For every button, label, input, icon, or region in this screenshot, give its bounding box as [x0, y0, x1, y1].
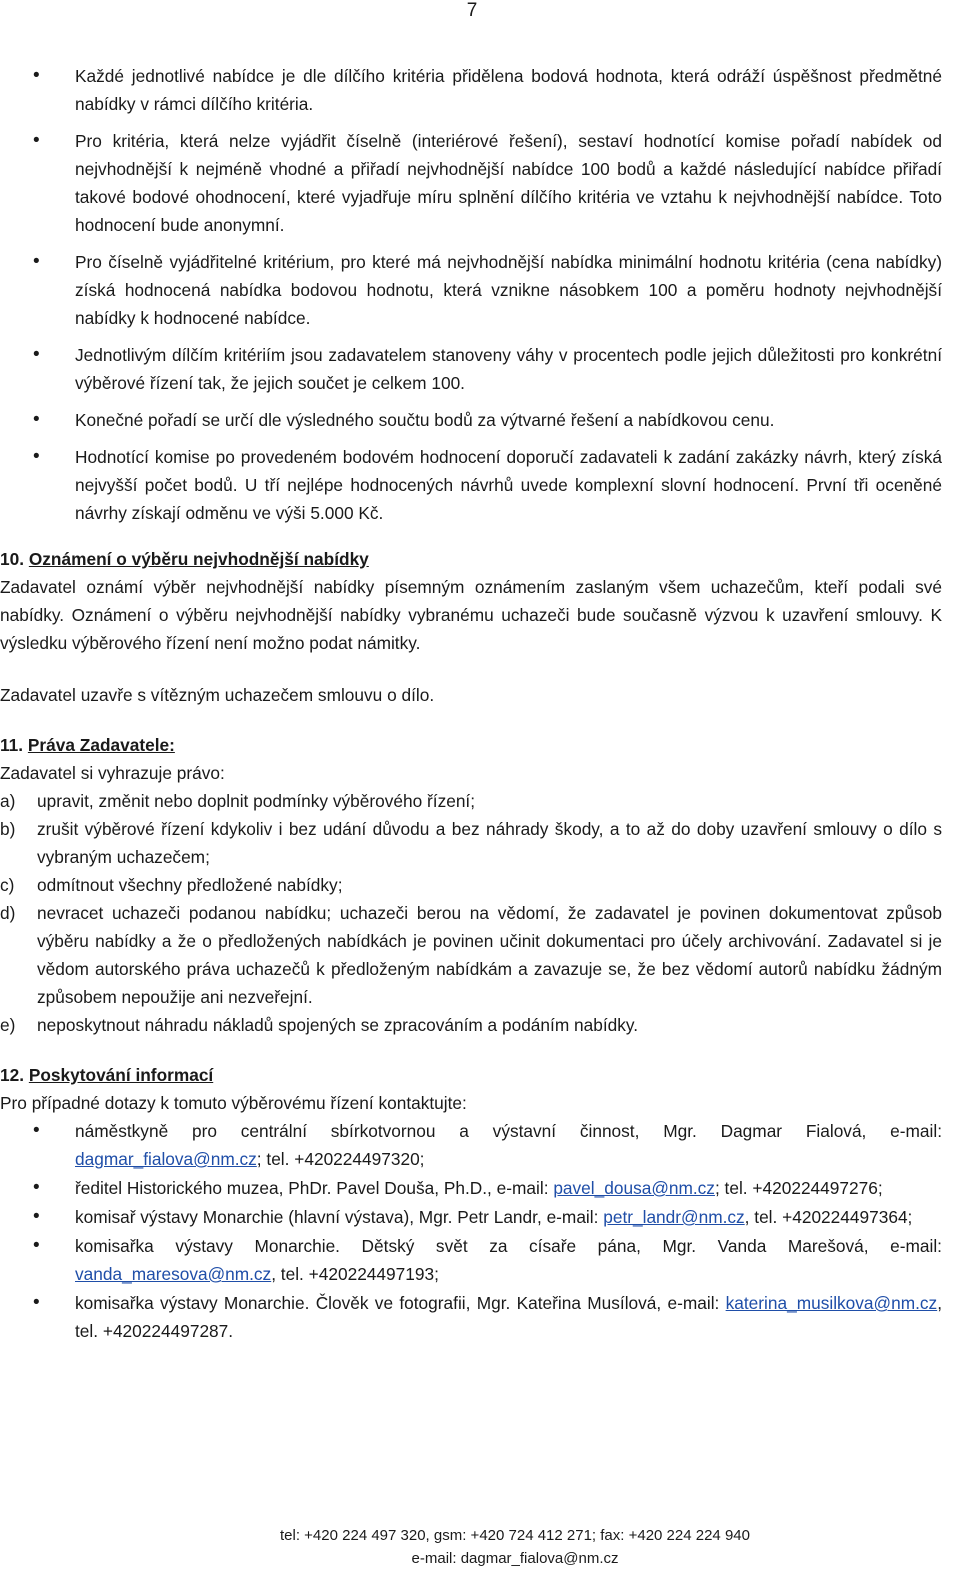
item-text: nevracet uchazeči podanou nabídku; uchazeči berou na vědomí, že zadavatel je povinen dokumentovat způsob výběru nabídky a že o předložených nabídkách je povinen učinit dokumentaci pro účely archivování. Zadavatel si je vědom autorského práva uchazečů k předloženým nabídkám a zavazuje se, že bez vědomí autorů nabídku žádným způsobem nepoužije ani nezveřejní. [37, 903, 942, 1007]
contact-phone: , tel. +420224497287. [75, 1293, 942, 1341]
email-link[interactable]: petr_landr@nm.cz [603, 1207, 745, 1227]
contact-text: komisařka výstavy Monarchie. Člověk ve fotografii, Mgr. Kateřina Musílová, e-mail: [75, 1293, 726, 1313]
contact-text: ředitel Historického muzea, PhDr. Pavel Douša, Ph.D., e-mail: [75, 1178, 554, 1198]
list-item [0, 787, 942, 815]
list-item [0, 815, 942, 871]
list-item: • Hodnotící komise po provedeném bodovém hodnocení doporučí zadavateli k zadání zakázky návrh, který získá nejvyšší počet bodů. U tří nejlépe hodnocených návrhů uvede komplexní slovní hodnocení. První tři oceněné návrhy získají odměnu ve výši 5.000 Kč. [0, 443, 942, 527]
section-number: 10. [0, 549, 25, 569]
section-10-heading [0, 545, 942, 573]
list-item: • Konečné pořadí se určí dle výsledného součtu bodů za výtvarné řešení a nabídkovou cenu. [0, 406, 942, 434]
section-10-closing: Zadavatel uzavře s vítězným uchazečem smlouvu o dílo. [0, 685, 435, 705]
item-label: b) [0, 819, 16, 839]
section-number: 12. [0, 1065, 25, 1085]
contact-item [0, 1174, 942, 1202]
item-label: d) [0, 903, 16, 923]
contact-text: náměstkyně pro centrální sbírkotvornou a výstavní činnost, Mgr. Dagmar Fialová, e-mail: [75, 1121, 942, 1141]
evaluation-criteria-list [0, 62, 942, 527]
list-item: • Každé jednotlivé nabídce je dle dílčího kritéria přidělena bodová hodnota, která odráží úspěšnost předmětné nabídky v rámci dílčího kritéria. [0, 62, 942, 118]
footer-contact-line: tel: +420 224 497 320, gsm: +420 724 412 271; fax: +420 224 224 940 [280, 1527, 750, 1544]
rights-list [0, 787, 942, 1039]
contacts-list [0, 1117, 942, 1345]
section-11-heading [0, 731, 942, 759]
section-title: Práva Zadavatele: [27, 735, 175, 755]
section-10-paragraph: Zadavatel oznámí výběr nejvhodnější nabídky písemným oznámením zaslaným všem uchazečům, kteří podali své nabídky. Oznámení o výběru nejvhodnější nabídky vybranému uchazeči bude současně výzvou k uzavření smlouvy. K výsledku výběrového řízení není možno podat námitky. [0, 577, 942, 653]
email-link[interactable]: katerina_musilkova@nm.cz [725, 1293, 938, 1313]
list-item [0, 1011, 942, 1039]
email-link[interactable]: vanda_maresova@nm.cz [75, 1264, 272, 1284]
contact-text: komisař výstavy Monarchie (hlavní výstava), Mgr. Petr Landr, e-mail: [75, 1207, 604, 1227]
contact-text: komisařka výstavy Monarchie. Dětský svět za císaře pána, Mgr. Vanda Marešová, e-mail: [75, 1236, 942, 1256]
item-text: upravit, změnit nebo doplnit podmínky výběrového řízení; [37, 791, 476, 811]
email-link[interactable]: pavel_dousa@nm.cz [553, 1178, 715, 1198]
section-12-heading [0, 1061, 942, 1089]
section-number: 11. [0, 735, 24, 755]
item-text: zrušit výběrové řízení kdykoliv i bez udání důvodu a bez náhrady škody, a to až do doby uzavření smlouvy o dílo s vybraným uchazečem; [37, 819, 942, 867]
contact-phone: , tel. +420224497364; [744, 1207, 913, 1227]
footer-email-line: e-mail: dagmar_fialova@nm.cz [411, 1550, 619, 1567]
list-item: • Jednotlivým dílčím kritériím jsou zadavatelem stanoveny váhy v procentech podle jejich důležitosti pro konkrétní výběrové řízení tak, že jejich součet je celkem 100. [0, 341, 942, 397]
section-11-intro: Zadavatel si vyhrazuje právo: [0, 763, 225, 783]
section-title: Poskytování informací [28, 1065, 214, 1085]
page-footer [0, 1524, 960, 1570]
contact-phone: ; tel. +420224497320; [256, 1149, 425, 1169]
contact-phone: , tel. +420224497193; [271, 1264, 439, 1284]
item-text: odmítnout všechny předložené nabídky; [37, 875, 343, 895]
list-item: • Pro kritéria, která nelze vyjádřit číselně (interiérové řešení), sestaví hodnotící komise pořadí nabídek od nejvhodnější k nejméně vhodné a přiřadí nejvhodnější nabídce 100 bodů a každé následující nabídce přiřadí takové bodové ohodnocení, které vyjadřuje míru splnění dílčího kritéria ve vztahu k nejvhodnější nabídce. Toto hodnocení bude anonymní. [0, 127, 942, 239]
item-label: e) [0, 1015, 16, 1035]
document-body [0, 62, 942, 1346]
list-item: • Pro číselně vyjádřitelné kritérium, pro které má nejvhodnější nabídka minimální hodnotu kritéria (cena nabídky) získá hodnocená nabídka bodovou hodnotu, která vznikne násobkem 100 a poměru hodnoty nejvhodnější nabídky k hodnocené nabídce. [0, 248, 942, 332]
page-number: 7 [466, 0, 478, 21]
contact-item [0, 1203, 942, 1231]
contact-phone: ; tel. +420224497276; [714, 1178, 883, 1198]
contact-item [0, 1232, 942, 1288]
item-label: c) [0, 875, 15, 895]
email-link[interactable]: dagmar_fialova@nm.cz [75, 1149, 257, 1169]
contact-item [0, 1117, 942, 1173]
list-item [0, 899, 942, 1011]
section-title: Oznámení o výběru nejvhodnější nabídky [28, 549, 369, 569]
item-label: a) [0, 791, 16, 811]
list-item [0, 871, 942, 899]
section-12-intro: Pro případné dotazy k tomuto výběrovému řízení kontaktujte: [0, 1093, 467, 1113]
item-text: neposkytnout náhradu nákladů spojených se zpracováním a podáním nabídky. [37, 1015, 639, 1035]
contact-item [0, 1289, 942, 1345]
